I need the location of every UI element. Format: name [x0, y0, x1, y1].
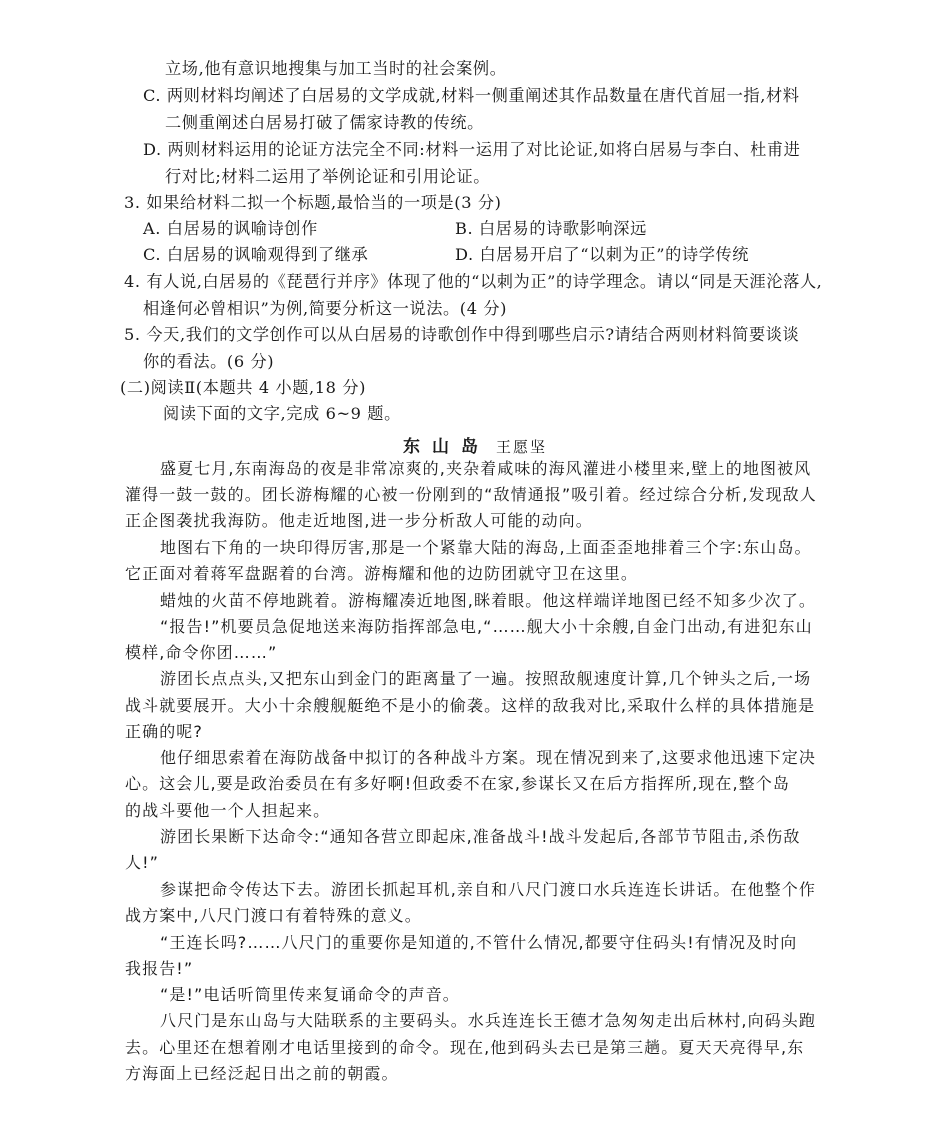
question-5-line-2: 你的看法。(6 分): [143, 352, 275, 371]
section-2-instruction: 阅读下面的文字,完成 6~9 题。: [163, 404, 401, 423]
story-line: 他仔细思索着在海防战备中拟订的各种战斗方案。现在情况到来了,这要求他迅速下定决: [160, 748, 816, 767]
question-3-option-a: A. 白居易的讽喻诗创作: [143, 219, 318, 238]
story-title-block: [0, 432, 950, 457]
story-line: 战方案中,八尺门渡口有着特殊的意义。: [125, 906, 422, 925]
story-line: 参谋把命令传达下去。游团长抓起耳机,亲自和八尺门渡口水兵连连长讲话。在他整个作: [160, 880, 816, 899]
option-b-continuation: 立场,他有意识地搜集与加工当时的社会案例。: [165, 59, 507, 78]
question-4-line-1: 4. 有人说,白居易的《琵琶行并序》体现了他的“以刺为正”的诗学理念。请以“同是天涯沦落人,: [124, 272, 823, 291]
question-4-line-2: 相逢何必曾相识”为例,简要分析这一说法。(4 分): [143, 299, 508, 318]
story-line: 正企图袭扰我海防。他走近地图,进一步分析敌人可能的动向。: [125, 511, 593, 530]
option-c-line-2: 二侧重阐述白居易打破了儒家诗教的传统。: [165, 113, 484, 132]
story-line: “是!”电话听筒里传来复诵命令的声音。: [160, 985, 460, 1004]
story-line: 心。这会儿,要是政治委员在有多好啊!但政委不在家,参谋长又在后方指挥所,现在,整个岛: [125, 774, 790, 793]
story-line: 地图右下角的一块印得厉害,那是一个紧靠大陆的海岛,上面歪歪地排着三个字:东山岛。: [160, 538, 812, 557]
question-5-line-1: 5. 今天,我们的文学创作可以从白居易的诗歌创作中得到哪些启示?请结合两则材料简要谈谈: [124, 325, 800, 344]
story-author: 王愿坚: [495, 438, 547, 456]
story-line: “王连长吗?……八尺门的重要你是知道的,不管什么情况,都要守住码头!有情况及时向: [160, 933, 798, 952]
story-line: 盛夏七月,东南海岛的夜是非常凉爽的,夹杂着咸味的海风灌进小楼里来,壁上的地图被风: [160, 459, 812, 478]
story-line: 它正面对着蒋军盘踞着的台湾。游梅耀和他的边防团就守卫在这里。: [125, 564, 639, 583]
story-line: 去。心里还在想着刚才电话里接到的命令。现在,他到码头去已是第三趟。夏天天亮得早,东: [125, 1038, 805, 1057]
story-line: 我报告!”: [125, 959, 194, 978]
question-3-option-c: C. 白居易的讽喻观得到了继承: [143, 245, 369, 264]
section-2-heading: (二)阅读Ⅱ(本题共 4 小题,18 分): [120, 378, 367, 397]
question-3-option-b: B. 白居易的诗歌影响深远: [455, 219, 647, 238]
option-c-line-1: C. 两则材料均阐述了白居易的文学成就,材料一侧重阐述其作品数量在唐代首屈一指,材料: [143, 86, 800, 105]
story-title: 东山岛: [402, 437, 490, 457]
story-line: 战斗就要展开。大小十余艘舰艇绝不是小的偷袭。这样的敌我对比,采取什么样的具体措施是: [125, 696, 816, 715]
story-line: 的战斗要他一个人担起来。: [125, 801, 331, 820]
story-line: 人!”: [125, 853, 160, 872]
story-line: 灌得一鼓一鼓的。团长游梅耀的心被一份刚到的“敌情通报”吸引着。经过综合分析,发现敌人: [125, 485, 817, 504]
story-line: 游团长果断下达命令:“通知各营立即起床,准备战斗!战斗发起后,各部节节阻击,杀伤敌: [160, 827, 801, 846]
story-line: 正确的呢?: [125, 722, 203, 741]
option-d-line-2: 行对比;材料二运用了举例论证和引用论证。: [165, 167, 491, 186]
story-line: 方海面上已经泛起日出之前的朝霞。: [125, 1064, 399, 1083]
option-d-line-1: D. 两则材料运用的论证方法完全不同:材料一运用了对比论证,如将白居易与李白、杜甫进: [143, 140, 801, 159]
story-line: 蜡烛的火苗不停地跳着。游梅耀凑近地图,眯着眼。他这样端详地图已经不知多少次了。: [160, 591, 816, 610]
story-line: 八尺门是东山岛与大陆联系的主要码头。水兵连连长王德才急匆匆走出后林村,向码头跑: [160, 1011, 816, 1030]
question-3-option-d: D. 白居易开启了“以刺为正”的诗学传统: [455, 245, 750, 264]
story-line: 游团长点点头,又把东山到金门的距离量了一遍。按照敌舰速度计算,几个钟头之后,一场: [160, 669, 812, 688]
question-3-stem: 3. 如果给材料二拟一个标题,最恰当的一项是(3 分): [124, 193, 502, 212]
story-line: 模样,命令你团……”: [125, 643, 278, 662]
story-line: “报告!”机要员急促地送来海防指挥部急电,“……舰大小十余艘,自金门出动,有进犯东山: [160, 617, 813, 636]
